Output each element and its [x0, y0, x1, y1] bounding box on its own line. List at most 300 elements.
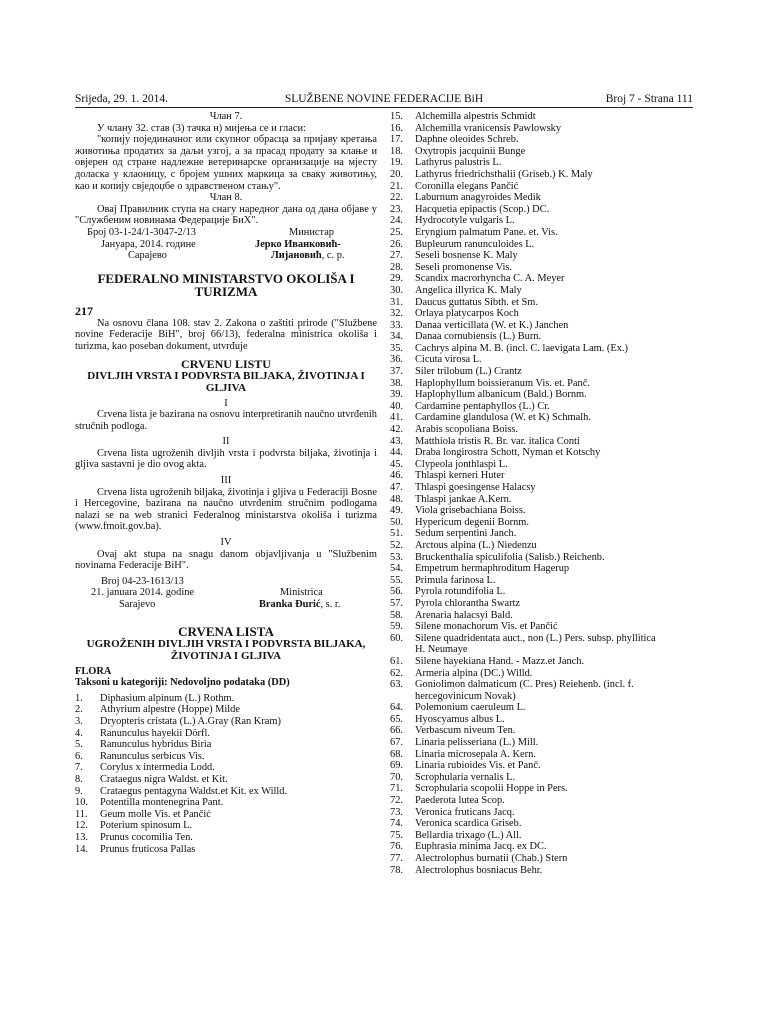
item-number: 77. [390, 853, 403, 864]
list-item [390, 702, 693, 714]
item-number: 35. [390, 342, 403, 354]
list-title: CRVENA LISTA [178, 623, 274, 639]
species-name [100, 820, 377, 832]
header-title: SLUŽBENE NOVINE FEDERACIJE BiH [284, 93, 484, 105]
species-name [415, 598, 693, 610]
list-item [390, 389, 693, 401]
section-text: Crvena lista ugroženih divljih vrsta i podvrsta biljaka, životinja i gljiva sastavni je dio ovog akta. [75, 447, 377, 471]
item-number: 22. [390, 192, 403, 204]
species-name-text: Primula farinosa L. [415, 574, 496, 586]
list-item [390, 227, 693, 239]
list-item [390, 215, 693, 227]
act-number: 217 [75, 303, 93, 318]
species-name [100, 751, 377, 763]
species-name [415, 725, 693, 737]
list-item [390, 470, 693, 482]
species-name [415, 181, 693, 193]
list-item [390, 563, 693, 575]
species-name-text: Verbascum niveum Ten. [415, 725, 516, 737]
item-number: 58. [390, 609, 403, 621]
species-name [415, 123, 693, 135]
section-number: I [224, 397, 228, 409]
species-name [415, 389, 693, 401]
list-item [75, 728, 377, 740]
species-name-text: Danaa cornubiensis (L.) Burn. [415, 331, 542, 343]
list-item [390, 714, 693, 726]
species-name-text: Lathyrus friedrichsthalii (Griseb.) K. Maly [415, 168, 593, 180]
item-number: 67. [390, 737, 403, 749]
species-name-text: Linaria pelisseriana (L.) Mill. [415, 737, 539, 749]
signer-role: Министар [289, 226, 335, 238]
list-item [75, 693, 377, 705]
item-number: 50. [390, 516, 403, 528]
species-name [415, 841, 693, 853]
species-name [100, 844, 377, 856]
item-number: 30. [390, 284, 403, 296]
list-item [390, 575, 693, 587]
item-number: 32. [390, 308, 403, 320]
species-name [100, 728, 377, 740]
species-name-text: Haplophyllum boissieranum Vis. et. Panč. [415, 377, 590, 389]
list-item [390, 737, 693, 749]
species-name-text: Pyrola rotundifolia L. [415, 586, 506, 598]
list-item [390, 378, 693, 390]
item-number: 63. [390, 679, 403, 691]
species-name-text: Coronilla elegans Pančić [415, 180, 519, 192]
item-number: 72. [390, 795, 403, 807]
article-8-text: Овај Правилник ступа на снагу наредног дана од дана објаве у "Службеним новинама Федерације БиХ". [75, 203, 377, 227]
species-name-text: Veronica fruticans Jacq. [415, 806, 515, 818]
item-number: 34. [390, 331, 403, 343]
item-number: 55. [390, 574, 403, 586]
species-name [100, 774, 377, 786]
article-7-title: Члан 7. [209, 111, 243, 122]
list-item [390, 273, 693, 285]
species-name [415, 621, 693, 633]
item-number: 40. [390, 400, 403, 412]
right-column [390, 111, 693, 876]
signature-row [75, 587, 377, 599]
species-name-text: Prunus fruticosa Pallas [100, 843, 196, 855]
list-item [390, 192, 693, 204]
species-name [415, 436, 693, 448]
species-name-text: Angelica illyrica K. Maly [415, 284, 522, 296]
species-name-text: Bupleurum ranunculoides L. [415, 238, 535, 250]
list-item [390, 123, 693, 135]
species-name-text: Crataegus nigra Waldst. et Kit. [100, 773, 228, 785]
list-item [390, 331, 693, 343]
item-number: 25. [390, 226, 403, 238]
list-item [390, 285, 693, 297]
species-name [415, 807, 693, 819]
item-number: 64. [390, 702, 403, 714]
species-name-text: Poterium spinosum L. [100, 820, 193, 832]
species-name [100, 716, 377, 728]
item-number: 33. [390, 319, 403, 331]
item-number: 44. [390, 447, 403, 459]
item-number: 69. [390, 760, 403, 772]
list-item [390, 749, 693, 761]
left-column [75, 111, 377, 855]
species-name [415, 308, 693, 320]
species-name-text: Corylus x intermedia Lodd. [100, 762, 215, 774]
list-item [390, 598, 693, 610]
species-name-text: Alectrolophus burnatii (Chab.) Stern [415, 853, 568, 864]
list-item [390, 818, 693, 830]
item-number: 11. [75, 808, 88, 820]
species-name-text: Armeria alpina (DC.) Willd. [415, 667, 533, 679]
species-name-text: Prunus cocomilia Ten. [100, 831, 193, 843]
species-name [415, 378, 693, 390]
species-name-text: Daphne oleoides Schreb. [415, 134, 519, 146]
species-name-text: Lathyrus palustris L. [415, 157, 502, 169]
signature-row [75, 250, 377, 262]
item-number: 9. [75, 785, 83, 797]
list-item [390, 795, 693, 807]
species-name-text: Thlaspi goesingense Halacsy [415, 482, 536, 493]
species-name-text: Polemonium caeruleum L. [415, 702, 526, 714]
species-name-text: Potentilla montenegrina Pant. [100, 797, 224, 809]
list-item [390, 760, 693, 772]
species-name-text: Athyrium alpestre (Hoppe) Milde [100, 704, 240, 716]
item-number: 17. [390, 134, 403, 146]
species-name [415, 262, 693, 274]
species-name-text: Silene monachorum Vis. et Pančić [415, 621, 558, 633]
item-number: 10. [75, 797, 88, 809]
species-name [415, 192, 693, 204]
item-number: 24. [390, 215, 403, 227]
species-name [415, 853, 693, 865]
species-name [415, 552, 693, 564]
species-name-text: Oxytropis jacquinii Bunge [415, 145, 526, 157]
item-number: 78. [390, 864, 403, 876]
signer-role: Ministrica [280, 587, 323, 599]
list-item [390, 494, 693, 506]
list-item [75, 704, 377, 716]
species-name-text: Seseli bosnense K. Maly [415, 250, 518, 262]
list-item [390, 250, 693, 262]
item-number: 23. [390, 203, 403, 215]
reference-number: Broj 04-23-1613/13 [101, 575, 184, 587]
item-number: 43. [390, 435, 403, 447]
item-number: 57. [390, 597, 403, 609]
species-name-text: Arenaria halacsyi Bald. [415, 609, 513, 621]
list-item [390, 343, 693, 355]
item-number: 53. [390, 551, 403, 563]
list-item [75, 820, 377, 832]
item-number: 27. [390, 250, 403, 262]
list-item [390, 320, 693, 332]
item-number: 46. [390, 470, 403, 482]
list-item [390, 447, 693, 459]
species-name-cont: hercegovinicum Novak) [415, 690, 516, 702]
species-name [415, 482, 693, 494]
item-number: 42. [390, 424, 403, 436]
species-name [415, 297, 693, 309]
species-name [415, 575, 693, 587]
species-name-text: Cardamine pentaphyllos (L.) Cr. [415, 400, 550, 412]
header-rule [75, 107, 693, 108]
item-number: 2. [75, 704, 83, 716]
species-name [100, 693, 377, 705]
species-name-text: Clypeola jonthlaspi L. [415, 458, 508, 470]
item-number: 47. [390, 482, 403, 493]
species-list-right [390, 111, 693, 876]
species-name-text: Orlaya platycarpos Koch [415, 308, 519, 320]
article-7-text: "копију појединачног или скупног обрасца за пријаву кретања животиња продатих за даљи узгој, а за прасад продату за клање и овјерен од стране надлежне ветеринарске организације на мјесту доласка у клаоницу, с бројем ушних маркица за сваку животињу, као и копију свједоџбе о здравственом стању". [75, 134, 377, 192]
species-name [415, 656, 693, 668]
item-number: 59. [390, 621, 403, 633]
list-item [390, 181, 693, 193]
list-item [390, 204, 693, 216]
species-name-cont: H. Neumaye [415, 644, 468, 656]
item-number: 37. [390, 366, 403, 378]
section-text: Ovaj akt stupa na snagu danom objavljivanja u "Službenim novinama Federacije BiH". [75, 548, 377, 572]
species-name-text: Arabis scopoliana Boiss. [415, 424, 519, 436]
species-name-text: Dryopteris cristata (L.) A.Gray (Ran Kram) [100, 715, 281, 727]
item-number: 7. [75, 762, 83, 774]
doc-subtitle-cont: GLJIVA [205, 381, 247, 394]
species-name [415, 760, 693, 772]
species-name-text: Thlaspi jankae A.Kern. [415, 493, 512, 505]
article-7-lead: У члану 32. став (3) тачка н) мијења се и гласи: [97, 122, 306, 134]
species-list-left [75, 693, 377, 855]
species-name [415, 169, 693, 181]
section-number: IV [220, 537, 232, 549]
list-item [390, 865, 693, 877]
doc-title: CRVENU LISTU [181, 356, 271, 371]
species-name [415, 679, 693, 702]
species-name-text: Alchemilla alpestris Schmidt [415, 111, 536, 122]
item-number: 41. [390, 412, 403, 424]
species-name [415, 459, 693, 471]
species-name-text: Crataegus pentagyna Waldst.et Kit. ex Willd. [100, 785, 288, 797]
species-name [415, 204, 693, 216]
list-item [390, 610, 693, 622]
item-number: 74. [390, 818, 403, 830]
item-number: 29. [390, 273, 403, 285]
item-number: 14. [75, 843, 88, 855]
species-name [415, 227, 693, 239]
species-name [415, 586, 693, 598]
flora-heading: FLORA [75, 665, 112, 677]
category-heading: Taksoni u kategoriji: Nedovoljno podataka (DD) [75, 677, 290, 689]
species-name-text: Thlaspi kerneri Huter [415, 470, 505, 482]
species-name [415, 714, 693, 726]
species-name-text: Scrophularia scopolii Hoppe in Pers. [415, 783, 568, 795]
species-name-text: Silene hayekiana Hand. - Mazz.et Janch. [415, 655, 585, 667]
species-name-text: Matthiola tristis R. Br. var. italica Conti [415, 435, 580, 447]
species-name [415, 354, 693, 366]
species-name [415, 749, 693, 761]
species-name [100, 797, 377, 809]
species-name [415, 239, 693, 251]
species-name-text: Hydrocotyle vulgaris L. [415, 215, 515, 227]
item-number: 12. [75, 820, 88, 832]
species-name [415, 401, 693, 413]
species-name-text: Pyrola chlorantha Swartz [415, 597, 521, 609]
list-item [390, 853, 693, 865]
species-name-text: Ranunculus hayekii Dörfl. [100, 727, 210, 739]
list-item [390, 239, 693, 251]
item-number: 16. [390, 122, 403, 134]
species-name-text: Viola grisebachiana Boiss. [415, 505, 526, 517]
reference-number: Број 03-1-24/1-3047-2/13 [87, 226, 196, 238]
species-name [100, 739, 377, 751]
signature-date: Јануара, 2014. године [101, 238, 196, 250]
species-name-text: Haplophyllum albanicum (Bald.) Bornm. [415, 389, 587, 401]
item-number: 49. [390, 505, 403, 517]
species-name [415, 250, 693, 262]
species-name [415, 157, 693, 169]
list-item [75, 797, 377, 809]
species-name-text: Alectrolophus bosniacus Behr. [415, 864, 543, 876]
ministry-title: FEDERALNO MINISTARSTVO OKOLIŠA I [97, 270, 355, 286]
species-name-text: Ranunculus serbicus Vis. [100, 750, 205, 762]
item-number: 20. [390, 168, 403, 180]
ministry-title-cont: TURIZMA [194, 283, 258, 299]
species-name-text: Alchemilla vranicensis Pawlowsky [415, 122, 562, 134]
species-name-text: Hyoscyamus albus L. [415, 713, 505, 725]
species-name [415, 343, 693, 355]
species-name [415, 505, 693, 517]
item-number: 6. [75, 750, 83, 762]
species-name [100, 809, 377, 821]
section-number: III [220, 475, 232, 487]
species-name-text: Hacquetia epipactis (Scop.) DC. [415, 203, 550, 215]
section-text: Crvena lista je bazirana na osnovu interpretiranih naučno utvrđenih stručnih podloga. [75, 409, 377, 432]
species-name-text: Geum molle Vis. et Pančić [100, 808, 211, 820]
species-name-text: Euphrasia minima Jacq. ex DC. [415, 841, 547, 853]
signer-name-cont: Лијановић [271, 250, 322, 262]
list-item [390, 401, 693, 413]
item-number: 39. [390, 389, 403, 401]
item-number: 62. [390, 667, 403, 679]
species-name [415, 610, 693, 622]
section-text: Crvena lista ugroženih biljaka, životinja i gljiva u Federaciji Bosne i Hercegovine, bazirana na naučno utvrđenim stručnim podlogama nalazi se na web stranici Federalnog ministarstva okoliša i turizma (www.fmoit.gov.ba). [75, 486, 377, 533]
signer-suffix: , с. р. [321, 250, 345, 262]
list-item [75, 739, 377, 751]
list-item [390, 528, 693, 540]
species-name [100, 704, 377, 716]
species-name-text: Bruckenthalia spiculifolia (Salisb.) Reichenb. [415, 551, 605, 563]
species-name-text: Bellardia trixago (L.) All. [415, 829, 522, 841]
item-number: 13. [75, 831, 88, 843]
item-number: 5. [75, 739, 83, 751]
species-name [415, 737, 693, 749]
list-item [390, 157, 693, 169]
list-item [75, 751, 377, 763]
species-name [415, 412, 693, 424]
section-number: II [222, 436, 230, 448]
signature-date: 21. januara 2014. godine [91, 587, 195, 599]
list-item [390, 436, 693, 448]
item-number: 66. [390, 725, 403, 737]
item-number: 31. [390, 296, 403, 308]
list-item [390, 111, 693, 123]
list-item [390, 668, 693, 680]
list-item [390, 297, 693, 309]
list-item [390, 354, 693, 366]
act-intro: Na osnovu člana 108. stav 2. Zakona o zaštiti prirode ("Službene novine Federacije BiH", broj 66/13), federalna ministrica okoliša i turizma, kao poseban dokument, utvrđuje [75, 317, 377, 352]
species-name [415, 331, 693, 343]
list-item [390, 505, 693, 517]
species-name-text: Sedum serpentini Janch. [415, 528, 517, 540]
species-name [415, 540, 693, 552]
signature-place: Сарајево [128, 250, 167, 262]
species-name-text: Linaria microsepala A. Kern. [415, 748, 536, 760]
list-item [390, 424, 693, 436]
species-name-text: Cicuta virosa L. [415, 354, 482, 366]
species-name [415, 668, 693, 680]
list-item [390, 169, 693, 181]
item-number: 52. [390, 539, 403, 551]
signer-name: Branka Đurić [259, 599, 321, 610]
species-name [415, 783, 693, 795]
list-item [390, 841, 693, 853]
species-name [415, 563, 693, 575]
list-item [390, 366, 693, 378]
item-number: 36. [390, 354, 403, 366]
item-number: 60. [390, 632, 403, 644]
signature-row [75, 599, 377, 611]
item-number: 19. [390, 157, 403, 169]
signer-name: Јерко Иванковић- [255, 238, 341, 250]
species-name [415, 865, 693, 877]
list-item [75, 844, 377, 856]
list-item [390, 262, 693, 274]
list-item [390, 783, 693, 795]
item-number: 4. [75, 727, 83, 739]
list-item [390, 482, 693, 494]
species-name [415, 273, 693, 285]
list-item [390, 146, 693, 158]
item-number: 8. [75, 773, 83, 785]
header-issue: Broj 7 - Strana 111 [605, 93, 693, 105]
species-name-text: Veronica scardica Griseb. [415, 818, 522, 830]
page-header [75, 92, 693, 106]
species-name-text: Scrophularia vernalis L. [415, 771, 516, 783]
list-item [390, 412, 693, 424]
species-name [415, 447, 693, 459]
list-subtitle-cont: ŽIVOTINJA I GLJIVA [170, 649, 282, 662]
species-name-text: Siler trilobum (L.) Crantz [415, 366, 522, 378]
item-number: 45. [390, 458, 403, 470]
list-item [390, 552, 693, 564]
item-number: 76. [390, 841, 403, 853]
list-item [75, 786, 377, 798]
species-name-text: Laburnum anagyroides Medik [415, 192, 541, 204]
species-name [100, 832, 377, 844]
signature-place: Sarajevo [119, 599, 156, 610]
species-name [100, 786, 377, 798]
item-number: 21. [390, 180, 403, 192]
species-name-text: Goniolimon dalmaticum (C. Pres) Reiehenb. (incl. f. [415, 679, 634, 691]
species-name [415, 285, 693, 297]
item-number: 48. [390, 493, 403, 505]
list-item [75, 716, 377, 728]
article-8-title: Члан 8. [209, 192, 243, 204]
species-name [100, 762, 377, 774]
species-name [415, 818, 693, 830]
species-name-text: Paederota lutea Scop. [415, 795, 505, 807]
list-item [390, 633, 693, 656]
list-item [390, 586, 693, 598]
species-name-text: Diphasium alpinum (L.) Rothm. [100, 692, 235, 704]
species-name-text: Empetrum hermaphroditum Hagerup [415, 563, 570, 575]
list-item [75, 762, 377, 774]
species-name [415, 146, 693, 158]
